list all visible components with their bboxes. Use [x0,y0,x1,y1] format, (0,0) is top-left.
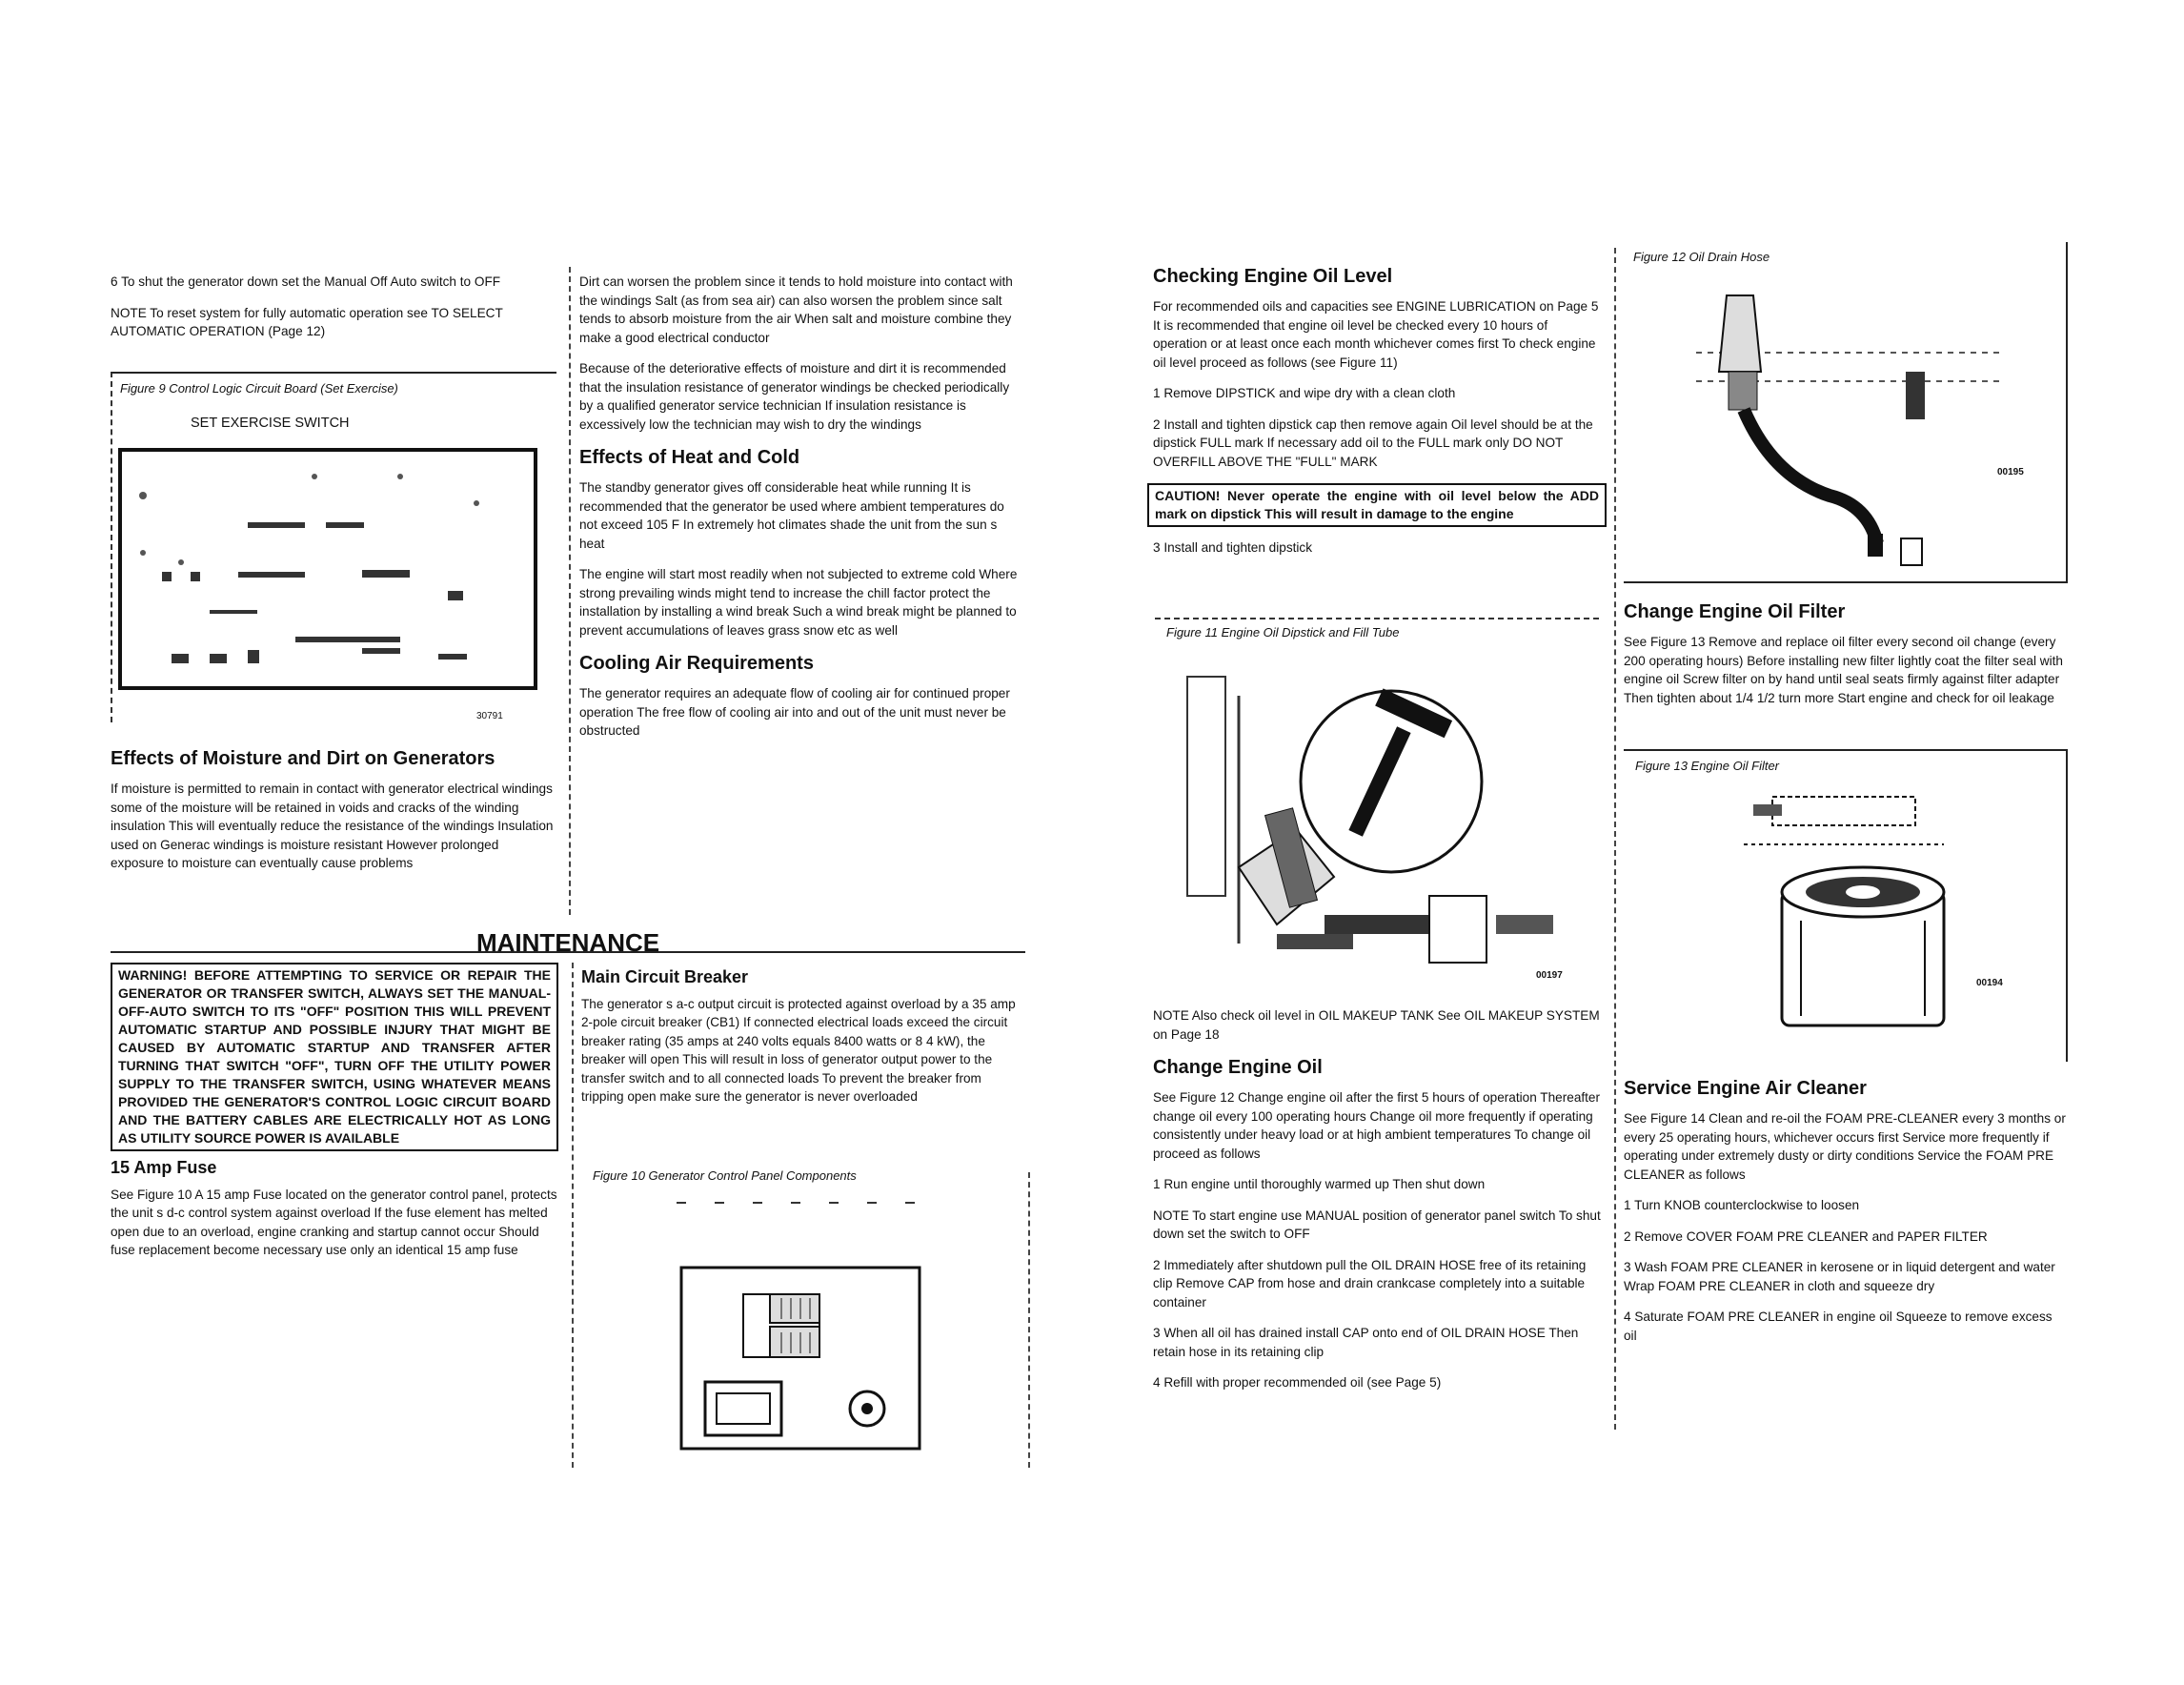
moisture-section [111,738,555,885]
oil-filter-heading: Change Engine Oil Filter [1624,601,1846,622]
figure-13-code: 00194 [1976,978,2003,988]
circuit-board-illustration [114,448,543,705]
air-step-1: 1 Turn KNOB counterclockwise to loosen [1624,1198,1860,1212]
change-step-4: 4 Refill with proper recommended oil (see Page 5) [1153,1375,1442,1390]
maintenance-left-column [111,963,558,1272]
air-cleaner-section [1624,1067,2068,1357]
figure-9-label: SET EXERCISE SWITCH [191,416,350,431]
maintenance-right-column [581,963,1024,1119]
figure-12-code: 00195 [1997,467,2024,477]
control-panel-illustration [657,1191,943,1458]
change-step-1: 1 Run engine until thoroughly warmed up Then shut down [1153,1177,1486,1191]
heat-text: The standby generator gives off considerable heat while running It is recommended that the generator be used where ambient temperatures do not exceed 105 F In extremely hot climates shade the unit from the sun s heat [579,480,1004,551]
fuse-heading: 15 Amp Fuse [111,1158,217,1177]
change-step-2: 2 Immediately after shutdown pull the OIL DRAIN HOSE free of its retaining clip Remove CAP from hose and drain crankcase completely into a suitable container [1153,1257,1587,1309]
air-step-2: 2 Remove COVER FOAM PRE CLEANER and PAPER FILTER [1624,1228,1988,1244]
moisture-heading: Effects of Moisture and Dirt on Generators [111,748,495,769]
makeup-note: NOTE Also check oil level in OIL MAKEUP TANK See OIL MAKEUP SYSTEM on Page 18 [1153,1008,1600,1042]
deterioration-text: Because of the deteriorative effects of moisture and dirt it is recommended that the insulation resistance of generator windings be checked periodically by a qualified generator service technician If insulation resistance is excessively low the technician may wish to dry the windings [579,361,1010,432]
figure-11-caption: Figure 11 Engine Oil Dipstick and Fill Tube [1166,625,1400,639]
shutdown-step: 6 To shut the generator down set the Manual Off Auto switch to OFF [111,274,501,289]
oil-filter-text: See Figure 13 Remove and replace oil filter every second oil change (every 200 operating hours) Before installing new filter lightly coat the filter seal with engine oil Screw filter on by hand until seal seats firmly against filter adapter Then tighten about 1/4 1/2 turn more Start engine and check for oil leakage [1624,635,2063,705]
check-step-3: 3 Install and tighten dipstick [1153,540,1313,555]
fuse-text: See Figure 10 A 15 amp Fuse located on the generator control panel, protects the unit s d-c control system against overload If the fuse element has melted open due to an overload, engine cranking and startup cannot occur Should fuse replacement become necessary use only an identical 15 amp fuse [111,1187,557,1257]
moisture-text: If moisture is permitted to remain in contact with generator electrical windings some of the moisture will be retained in voids and cracks of the winding insulation This will eventually reduce the resistance of the windings Insulation used on Generac windings is moisture resistant However prolonged exposure to moisture can eventually cause problems [111,782,554,870]
check-oil-text: For recommended oils and capacities see ENGINE LUBRICATION on Page 5 It is recommended that engine oil level be checked every 10 hours of operation or at least once each month whichever comes first To check engine oil level proceed as follows (see Figure 11) [1153,299,1599,370]
check-step-1: 1 Remove DIPSTICK and wipe dry with a clean cloth [1153,386,1456,400]
change-note: NOTE To start engine use MANUAL position of generator panel switch To shut down set the switch to OFF [1153,1208,1601,1241]
figure-9-code: 30791 [476,711,503,721]
air-cleaner-heading: Service Engine Air Cleaner [1624,1078,1867,1099]
figure-11-code: 00197 [1536,970,1563,981]
reset-note: NOTE To reset system for fully automatic operation see TO SELECT AUTOMATIC OPERATION (Page 12) [111,305,503,338]
oil-filter-illustration [1715,787,2001,1045]
figure-12-caption: Figure 12 Oil Drain Hose [1633,250,1770,264]
change-oil-section [1153,1006,1601,1405]
figure-9-caption: Figure 9 Control Logic Circuit Board (Set Exercise) [120,381,398,396]
cooling-air-heading: Cooling Air Requirements [579,653,814,674]
column-divider-3 [1028,1172,1030,1468]
dipstick-illustration [1182,658,1601,991]
figure-13-caption: Figure 13 Engine Oil Filter [1635,759,1780,773]
left-column-2 [579,273,1025,753]
check-oil-heading: Checking Engine Oil Level [1153,266,1393,287]
column-divider-2 [572,963,574,1468]
caution-box: CAUTION! Never operate the engine with oil level below the ADD mark on dipstick This will result in damage to the engine [1147,483,1607,527]
left-column-1 [111,273,555,354]
air-step-4: 4 Saturate FOAM PRE CLEANER in engine oil Squeeze to remove excess oil [1624,1309,2053,1343]
change-oil-text: See Figure 12 Change engine oil after the first 5 hours of operation Thereafter change oil every 100 operating hours Change oil more frequently if operating consistently under heavy load or at high ambient temperatures To change oil proceed as follows [1153,1090,1601,1161]
maintenance-title: MAINTENANCE [476,928,660,957]
figure-10-caption: Figure 10 Generator Control Panel Components [593,1168,857,1183]
air-cleaner-text: See Figure 14 Clean and re-oil the FOAM PRE-CLEANER every 3 months or every 25 operating hours, whichever occurs first Service more frequently if operating under extremely dusty or dirty conditions Service the FOAM PRE CLEANER as follows [1624,1111,2066,1182]
dirt-text: Dirt can worsen the problem since it tends to hold moisture into contact with the windings Salt (as from sea air) can also worsen the problem since salt tends to absorb moisture from the air When salt and moisture combine they make a good electrical conductor [579,274,1013,345]
cooling-air-text: The generator requires an adequate flow of cooling air for continued proper operation The free flow of cooling air into and out of the unit must never be obstructed [579,686,1010,738]
column-divider-4 [1614,248,1616,1430]
check-step-2: 2 Install and tighten dipstick cap then remove again Oil level should be at the dipstick FULL mark If necessary add oil to the FULL mark only DO NOT OVERFILL ABOVE THE "FULL" MARK [1153,416,1593,469]
right-column-1 [1153,255,1601,570]
oil-filter-section [1624,591,2068,720]
heat-cold-heading: Effects of Heat and Cold [579,447,800,468]
change-oil-heading: Change Engine Oil [1153,1057,1323,1078]
warning-box: WARNING! BEFORE ATTEMPTING TO SERVICE OR REPAIR THE GENERATOR OR TRANSFER SWITCH, ALWAYS SET THE MANUAL-OFF-AUTO SWITCH TO ITS "OFF" POSITION THIS WILL PREVENT AUTOMATIC STARTUP AND POSSIBLE INJURY THAT MIGHT BE CAUSED BY AUTOMATIC STARTUP AND TRANSFER AFTER TURNING THAT SWITCH "OFF", TURN OFF THE UTILITY POWER SUPPLY TO THE TRANSFER SWITCH, USING WHATEVER MEANS PROVIDED THE GENERATOR'S CONTROL LOGIC CIRCUIT BOARD AND THE BATTERY CABLES ARE ELECTRICALLY HOT AS LONG AS UTILITY SOURCE POWER IS AVAILABLE [111,963,558,1151]
breaker-text: The generator s a-c output circuit is protected against overload by a 35 amp 2-pole circuit breaker (CB1) If connected electrical loads exceed the circuit breaker rating (35 amps at 240 volts equals 8400 watts or 8 4 kW), the breaker will open This will result in loss of generator output power to the transfer switch and to all connected loads To prevent the breaker from tripping open make sure the generator is never overloaded [581,996,1016,1104]
air-step-3: 3 Wash FOAM PRE CLEANER in kerosene or in liquid detergent and water Wrap FOAM PRE CLEANER in cloth and squeeze dry [1624,1260,2055,1293]
cold-text: The engine will start most readily when not subjected to extreme cold Where strong prevailing winds might tend to increase the chill factor protect the installation by installing a wind break Such a wind break might be planned to prevent accumulations of leaves grass snow etc as well [579,567,1018,638]
change-step-3: 3 When all oil has drained install CAP onto end of OIL DRAIN HOSE Then retain hose in its retaining clip [1153,1326,1579,1359]
breaker-heading: Main Circuit Breaker [581,967,749,986]
column-divider-1 [569,267,571,915]
oil-drain-hose-illustration [1639,276,2049,572]
